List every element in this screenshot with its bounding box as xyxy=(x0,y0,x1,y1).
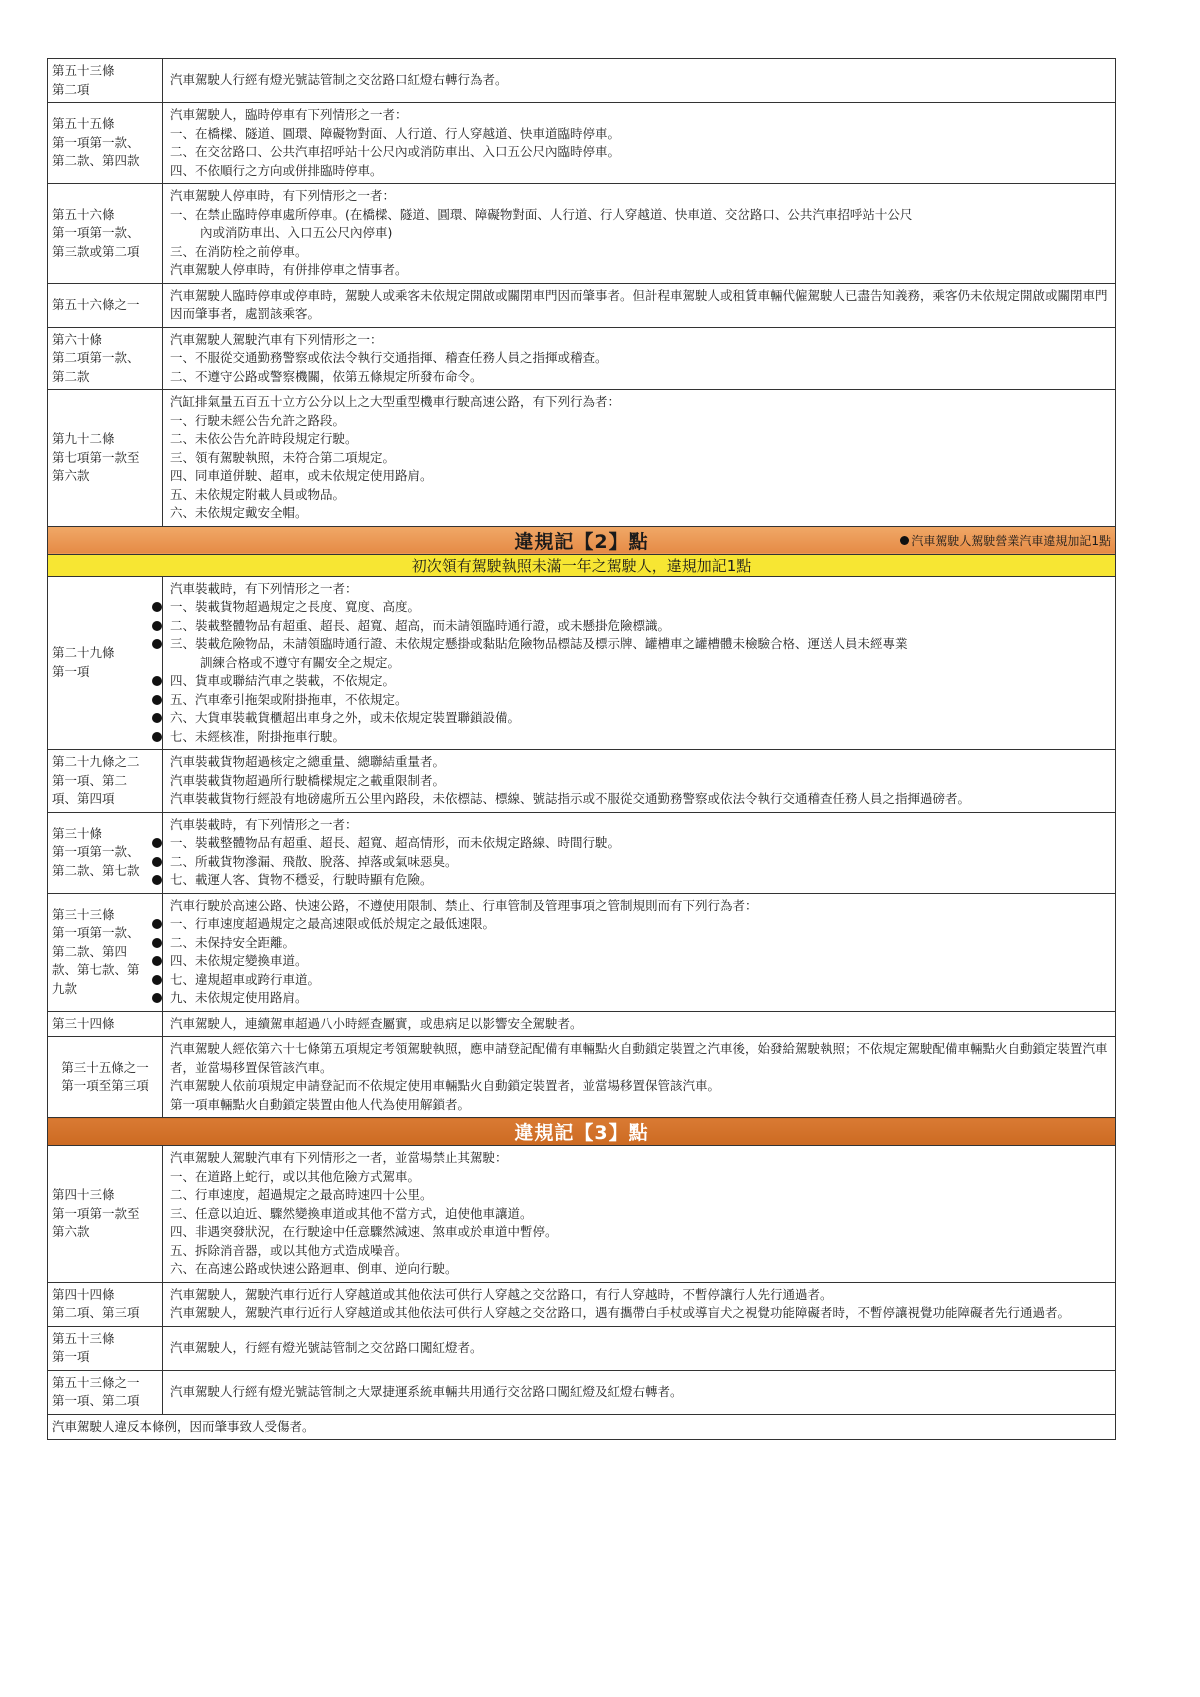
bulleted-line: 三、裝載危險物品，未請領臨時通行證、未依規定懸掛或黏貼危險物品標誌及標示牌、罐槽車之罐槽體未檢驗合格、運送人員未經專業 xyxy=(170,635,1109,654)
regulation-row xyxy=(48,812,1116,893)
description-cell xyxy=(163,812,1116,893)
bulleted-line: 二、裝載整體物品有超重、超長、超寬、超高，而未請領臨時通行證，或未懸掛危險標識。 xyxy=(170,617,1109,636)
regulation-row xyxy=(48,59,1116,103)
description-line: 四、不依順行之方向或併排臨時停車。 xyxy=(170,162,383,178)
description-line: 三、領有駕駛執照，未符合第二項規定。 xyxy=(170,449,396,465)
bulleted-line: 一、行車速度超過規定之最高速限或低於規定之最低速限。 xyxy=(170,915,1109,934)
block-2-rows xyxy=(48,576,1116,1118)
regulation-row xyxy=(48,576,1116,750)
article-cell: 第三十三條 第一項第一款、 第二款、第四 款、第七款、第 九款 xyxy=(48,893,163,1011)
description-line: 汽車駕駛人，臨時停車有下列情形之一者： xyxy=(170,107,408,122)
bulleted-line: 一、裝載貨物超過規定之長度、寬度、高度。 xyxy=(170,598,1109,617)
description-line: 汽車裝載貨物超過核定之總重量、總聯結重量者。 xyxy=(170,754,446,769)
article-cell: 第五十三條 第二項 xyxy=(48,59,163,103)
description-line: 六、在高速公路或快速公路迴車、倒車、逆向行駛。 xyxy=(170,1261,458,1276)
bulleted-line: 四、貨車或聯結汽車之裝載，不依規定。 xyxy=(170,672,1109,691)
description-line: 汽車駕駛人，連續駕車超過八小時經查屬實，或患病足以影響安全駕駛者。 xyxy=(170,1015,583,1031)
description-line: 二、不遵守公路或警察機關，依第五條規定所發布命令。 xyxy=(170,368,483,384)
article-cell: 第三十條 第一項第一款、 第二款、第七款 xyxy=(48,812,163,893)
regulation-row xyxy=(48,750,1116,813)
description-cell xyxy=(163,576,1116,750)
description-line: 汽車裝載時，有下列情形之一者： xyxy=(170,816,358,832)
regulation-row xyxy=(48,1370,1116,1414)
regulation-row xyxy=(48,283,1116,327)
description-line: 二、行車速度，超過規定之最高時速四十公里。 xyxy=(170,1187,433,1202)
description-line: 一、不服從交通勤務警察或依法令執行交通指揮、稽查任務人員之指揮或稽查。 xyxy=(170,350,608,365)
regulation-table xyxy=(47,58,1116,1440)
description-line: 三、在消防栓之前停車。 xyxy=(170,243,308,259)
regulation-row xyxy=(48,103,1116,184)
description-line: 內或消防車出、入口五公尺內停車) xyxy=(200,225,393,240)
description-line: 汽車駕駛人，駕駛汽車行近行人穿越道或其他依法可供行人穿越之交岔路口，遇有攜帶白手杖或導盲犬之視覺功能障礙者時，不暫停讓視覺功能障礙者先行通過者。 xyxy=(170,1305,1071,1320)
description-line: 一、行駛未經公告允許之路段。 xyxy=(170,412,346,428)
business-vehicle-note: 汽車駕駛人駕駛營業汽車違規加記1點 xyxy=(900,532,1111,549)
article-cell: 第三十五條之一 第一項至第三項 xyxy=(48,1037,163,1118)
points-2-title: 違規記【2】點 xyxy=(514,530,649,553)
description-cell xyxy=(163,59,1116,103)
regulation-row xyxy=(48,1011,1116,1037)
description-cell xyxy=(163,1282,1116,1326)
description-line: 汽車駕駛人，駕駛汽車行近行人穿越道或其他依法可供行人穿越之交岔路口，有行人穿越時，不暫停讓行人先行通過者。 xyxy=(170,1286,833,1302)
regulation-row xyxy=(48,1326,1116,1370)
description-line: 四、非遇突發狀況，在行駛途中任意驟然減速、煞車或於車道中暫停。 xyxy=(170,1224,558,1239)
description-cell xyxy=(163,1146,1116,1283)
description-line: 第一項車輛點火自動鎖定裝置由他人代為使用解鎖者。 xyxy=(170,1096,471,1112)
description-line: 一、在道路上蛇行，或以其他危險方式駕車。 xyxy=(170,1168,421,1184)
description-cell xyxy=(163,390,1116,527)
block-1-rows xyxy=(48,59,1116,527)
description-cell xyxy=(163,184,1116,284)
block-3-rows xyxy=(48,1146,1116,1415)
description-line: 四、同車道併駛、超車，或未依規定使用路肩。 xyxy=(170,468,433,483)
article-cell: 第五十六條之一 xyxy=(48,283,163,327)
regulation-row xyxy=(48,893,1116,1011)
bulleted-line: 一、裝載整體物品有超重、超長、超寬、超高情形，而未依規定路線、時間行駛。 xyxy=(170,834,1109,853)
bulleted-line: 七、未經核准，附掛拖車行駛。 xyxy=(170,728,1109,747)
description-line: 汽車駕駛人駕駛汽車有下列情形之一： xyxy=(170,331,383,347)
description-line: 二、在交岔路口、公共汽車招呼站十公尺內或消防車出、入口五公尺內臨時停車。 xyxy=(170,144,621,159)
description-line: 汽車駕駛人行經有燈光號誌管制之交岔路口紅燈右轉行為者。 xyxy=(170,72,508,88)
description-line: 汽車駕駛人行經有燈光號誌管制之大眾捷運系統車輛共用通行交岔路口闖紅燈及紅燈右轉者。 xyxy=(170,1383,683,1399)
points-2-header xyxy=(48,526,1116,554)
description-line: 一、在橋樑、隧道、圓環、障礙物對面、人行道、行人穿越道、快車道臨時停車。 xyxy=(170,125,621,141)
description-line: 六、未依規定戴安全帽。 xyxy=(170,505,308,520)
description-line: 汽車駕駛人停車時，有併排停車之情事者。 xyxy=(170,262,408,277)
description-line: 汽車駕駛人依前項規定申請登記而不依規定使用車輛點火自動鎖定裝置者，並當場移置保管該汽車。 xyxy=(170,1078,721,1093)
bulleted-line: 九、未依規定使用路肩。 xyxy=(170,989,1109,1008)
regulation-row xyxy=(48,1037,1116,1118)
bulleted-line: 七、載運人客、貨物不穩妥，行駛時顯有危險。 xyxy=(170,871,1109,890)
regulation-row xyxy=(48,1282,1116,1326)
article-cell: 第五十五條 第一項第一款、 第二款、第四款 xyxy=(48,103,163,184)
description-line: 汽車裝載貨物行經設有地磅處所五公里內路段，未依標誌、標線、號誌指示或不服從交通勤務警察或依法令執行交通稽查任務人員之指揮過磅者。 xyxy=(170,791,971,806)
regulation-sheet xyxy=(47,58,1116,1440)
description-line: 汽車駕駛人臨時停車或停車時，駕駛人或乘客未依規定開啟或關閉車門因而肇事者。但計程車駕駛人或租賃車輛代僱駕駛人已盡告知義務，乘客仍未依規定開啟或關閉車門因而肇事者，處罰該乘客。 xyxy=(170,287,1108,321)
description-line: 汽車駕駛人，行經有燈光號誌管制之交岔路口闖紅燈者。 xyxy=(170,1339,483,1355)
bulleted-line: 四、未依規定變換車道。 xyxy=(170,952,1109,971)
description-cell xyxy=(163,327,1116,390)
article-cell: 第四十四條 第二項、第三項 xyxy=(48,1282,163,1326)
description-line: 汽缸排氣量五百五十立方公分以上之大型重型機車行駛高速公路，有下列行為者： xyxy=(170,394,621,409)
bulleted-line: 七、違規超車或跨行車道。 xyxy=(170,971,1109,990)
article-cell: 第五十三條之一 第一項、第二項 xyxy=(48,1370,163,1414)
description-cell xyxy=(163,1037,1116,1118)
article-cell: 第二十九條 第一項 xyxy=(48,576,163,750)
regulation-row xyxy=(48,1146,1116,1283)
description-cell xyxy=(163,750,1116,813)
article-cell: 第六十條 第二項第一款、 第二款 xyxy=(48,327,163,390)
footer-row xyxy=(48,1414,1116,1440)
description-cell xyxy=(163,103,1116,184)
description-line: 汽車駕駛人駕駛汽車有下列情形之一者，並當場禁止其駕駛： xyxy=(170,1150,508,1165)
description-line: 汽車駕駛人停車時，有下列情形之一者： xyxy=(170,188,396,203)
section-2-header xyxy=(48,526,1116,576)
bulleted-line: 二、未保持安全距離。 xyxy=(170,934,1109,953)
bulleted-line: 二、所載貨物滲漏、飛散、脫落、掉落或氣味惡臭。 xyxy=(170,853,1109,872)
section-3-header xyxy=(48,1118,1116,1146)
regulation-row xyxy=(48,327,1116,390)
regulation-row xyxy=(48,390,1116,527)
description-line: 五、拆除消音器，或以其他方式造成噪音。 xyxy=(170,1242,408,1258)
description-line: 二、未依公告允許時段規定行駛。 xyxy=(170,431,358,446)
description-line: 三、任意以迫近、驟然變換車道或其他不當方式，迫使他車讓道。 xyxy=(170,1205,533,1221)
description-line: 五、未依規定附載人員或物品。 xyxy=(170,486,346,502)
description-cell xyxy=(163,1011,1116,1037)
article-cell: 第三十四條 xyxy=(48,1011,163,1037)
description-line: 汽車駕駛人經依第六十七條第五項規定考領駕駛執照，應申請登記配備有車輛點火自動鎖定裝置之汽車後，始發給駕駛執照；不依規定駕駛配備車輛點火自動鎖定裝置汽車者，並當場移置保管該汽車。 xyxy=(170,1041,1108,1075)
novice-driver-note: 初次領有駕駛執照未滿一年之駕駛人，違規加記1點 xyxy=(48,554,1116,576)
injury-clause: 汽車駕駛人違反本條例，因而肇事致人受傷者。 xyxy=(48,1414,1116,1440)
article-cell: 第五十三條 第一項 xyxy=(48,1326,163,1370)
bulleted-line: 五、汽車牽引拖架或附掛拖車，不依規定。 xyxy=(170,691,1109,710)
article-cell: 第二十九條之二 第一項、第二 項、第四項 xyxy=(48,750,163,813)
description-cell xyxy=(163,283,1116,327)
bulleted-line: 六、大貨車裝載貨櫃超出車身之外，或未依規定裝置聯鎖設備。 xyxy=(170,709,1109,728)
description-cell xyxy=(163,1326,1116,1370)
article-cell: 第五十六條 第一項第一款、 第三款或第二項 xyxy=(48,184,163,284)
article-cell: 第九十二條 第七項第一款至 第六款 xyxy=(48,390,163,527)
regulation-row xyxy=(48,184,1116,284)
description-line: 一、在禁止臨時停車處所停車。(在橋樑、隧道、圓環、障礙物對面、人行道、行人穿越道、快車道、交岔路口、公共汽車招呼站十公尺 xyxy=(170,206,913,222)
description-line: 汽車行駛於高速公路、快速公路，不遵使用限制、禁止、行車管制及管理事項之管制規則而有下列行為者： xyxy=(170,897,758,913)
description-cell xyxy=(163,1370,1116,1414)
description-line: 汽車裝載貨物超過所行駛橋樑規定之載重限制者。 xyxy=(170,772,446,788)
description-cell xyxy=(163,893,1116,1011)
article-cell: 第四十三條 第一項第一款至 第六款 xyxy=(48,1146,163,1283)
points-3-header: 違規記【3】點 xyxy=(48,1118,1116,1146)
description-line: 訓練合格或不遵守有關安全之規定。 xyxy=(200,654,401,670)
description-line: 汽車裝載時，有下列情形之一者： xyxy=(170,580,358,596)
